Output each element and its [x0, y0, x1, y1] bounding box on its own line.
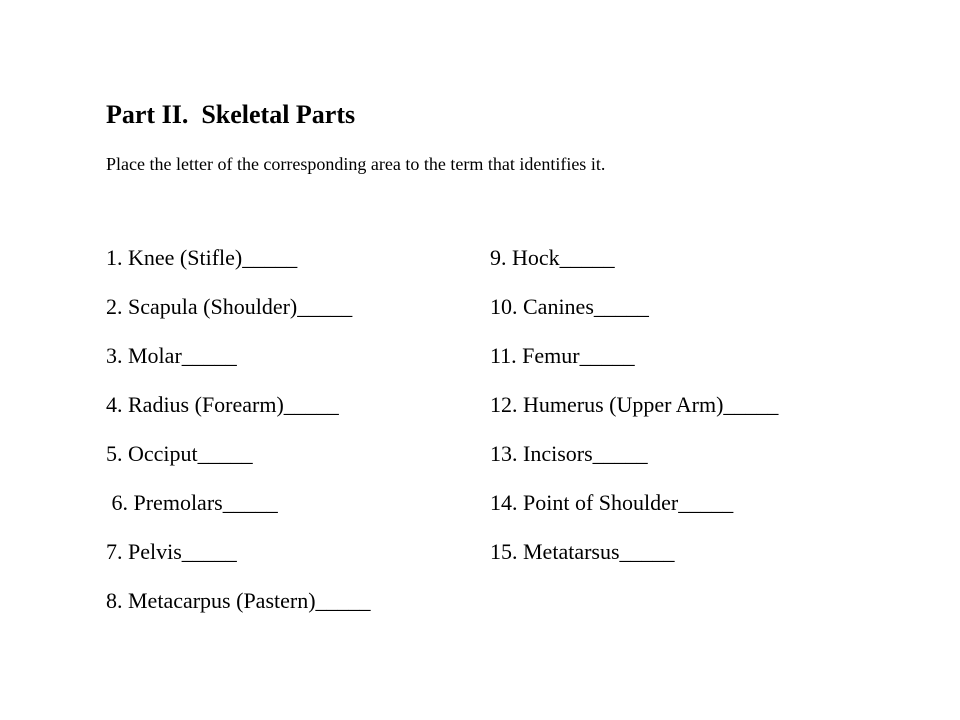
- term-item-4: 4. Radius (Forearm)_____: [106, 392, 339, 417]
- term-item-12: 12. Humerus (Upper Arm)_____: [490, 392, 779, 417]
- term-item-2: 2. Scapula (Shoulder)_____: [106, 294, 353, 319]
- section-title: Part II. Skeletal Parts: [106, 100, 356, 129]
- term-item-13: 13. Incisors_____: [490, 441, 648, 466]
- term-item-1: 1. Knee (Stifle)_____: [106, 245, 298, 270]
- term-item-3: 3. Molar_____: [106, 343, 237, 368]
- term-item-5: 5. Occiput_____: [106, 441, 253, 466]
- term-item-15: 15. Metatarsus_____: [490, 539, 675, 564]
- term-item-11: 11. Femur_____: [490, 343, 635, 368]
- term-item-10: 10. Canines_____: [490, 294, 649, 319]
- term-item-14: 14. Point of Shoulder_____: [490, 490, 734, 515]
- term-item-6: 6. Premolars_____: [106, 490, 278, 515]
- right-term-column: [490, 243, 778, 586]
- term-item-8: 8. Metacarpus (Pastern)_____: [106, 588, 371, 613]
- left-term-column: [106, 243, 371, 635]
- term-item-7: 7. Pelvis_____: [106, 539, 237, 564]
- term-item-9: 9. Hock_____: [490, 245, 615, 270]
- instructions-text: Place the letter of the corresponding area to the term that identifies it.: [106, 154, 606, 174]
